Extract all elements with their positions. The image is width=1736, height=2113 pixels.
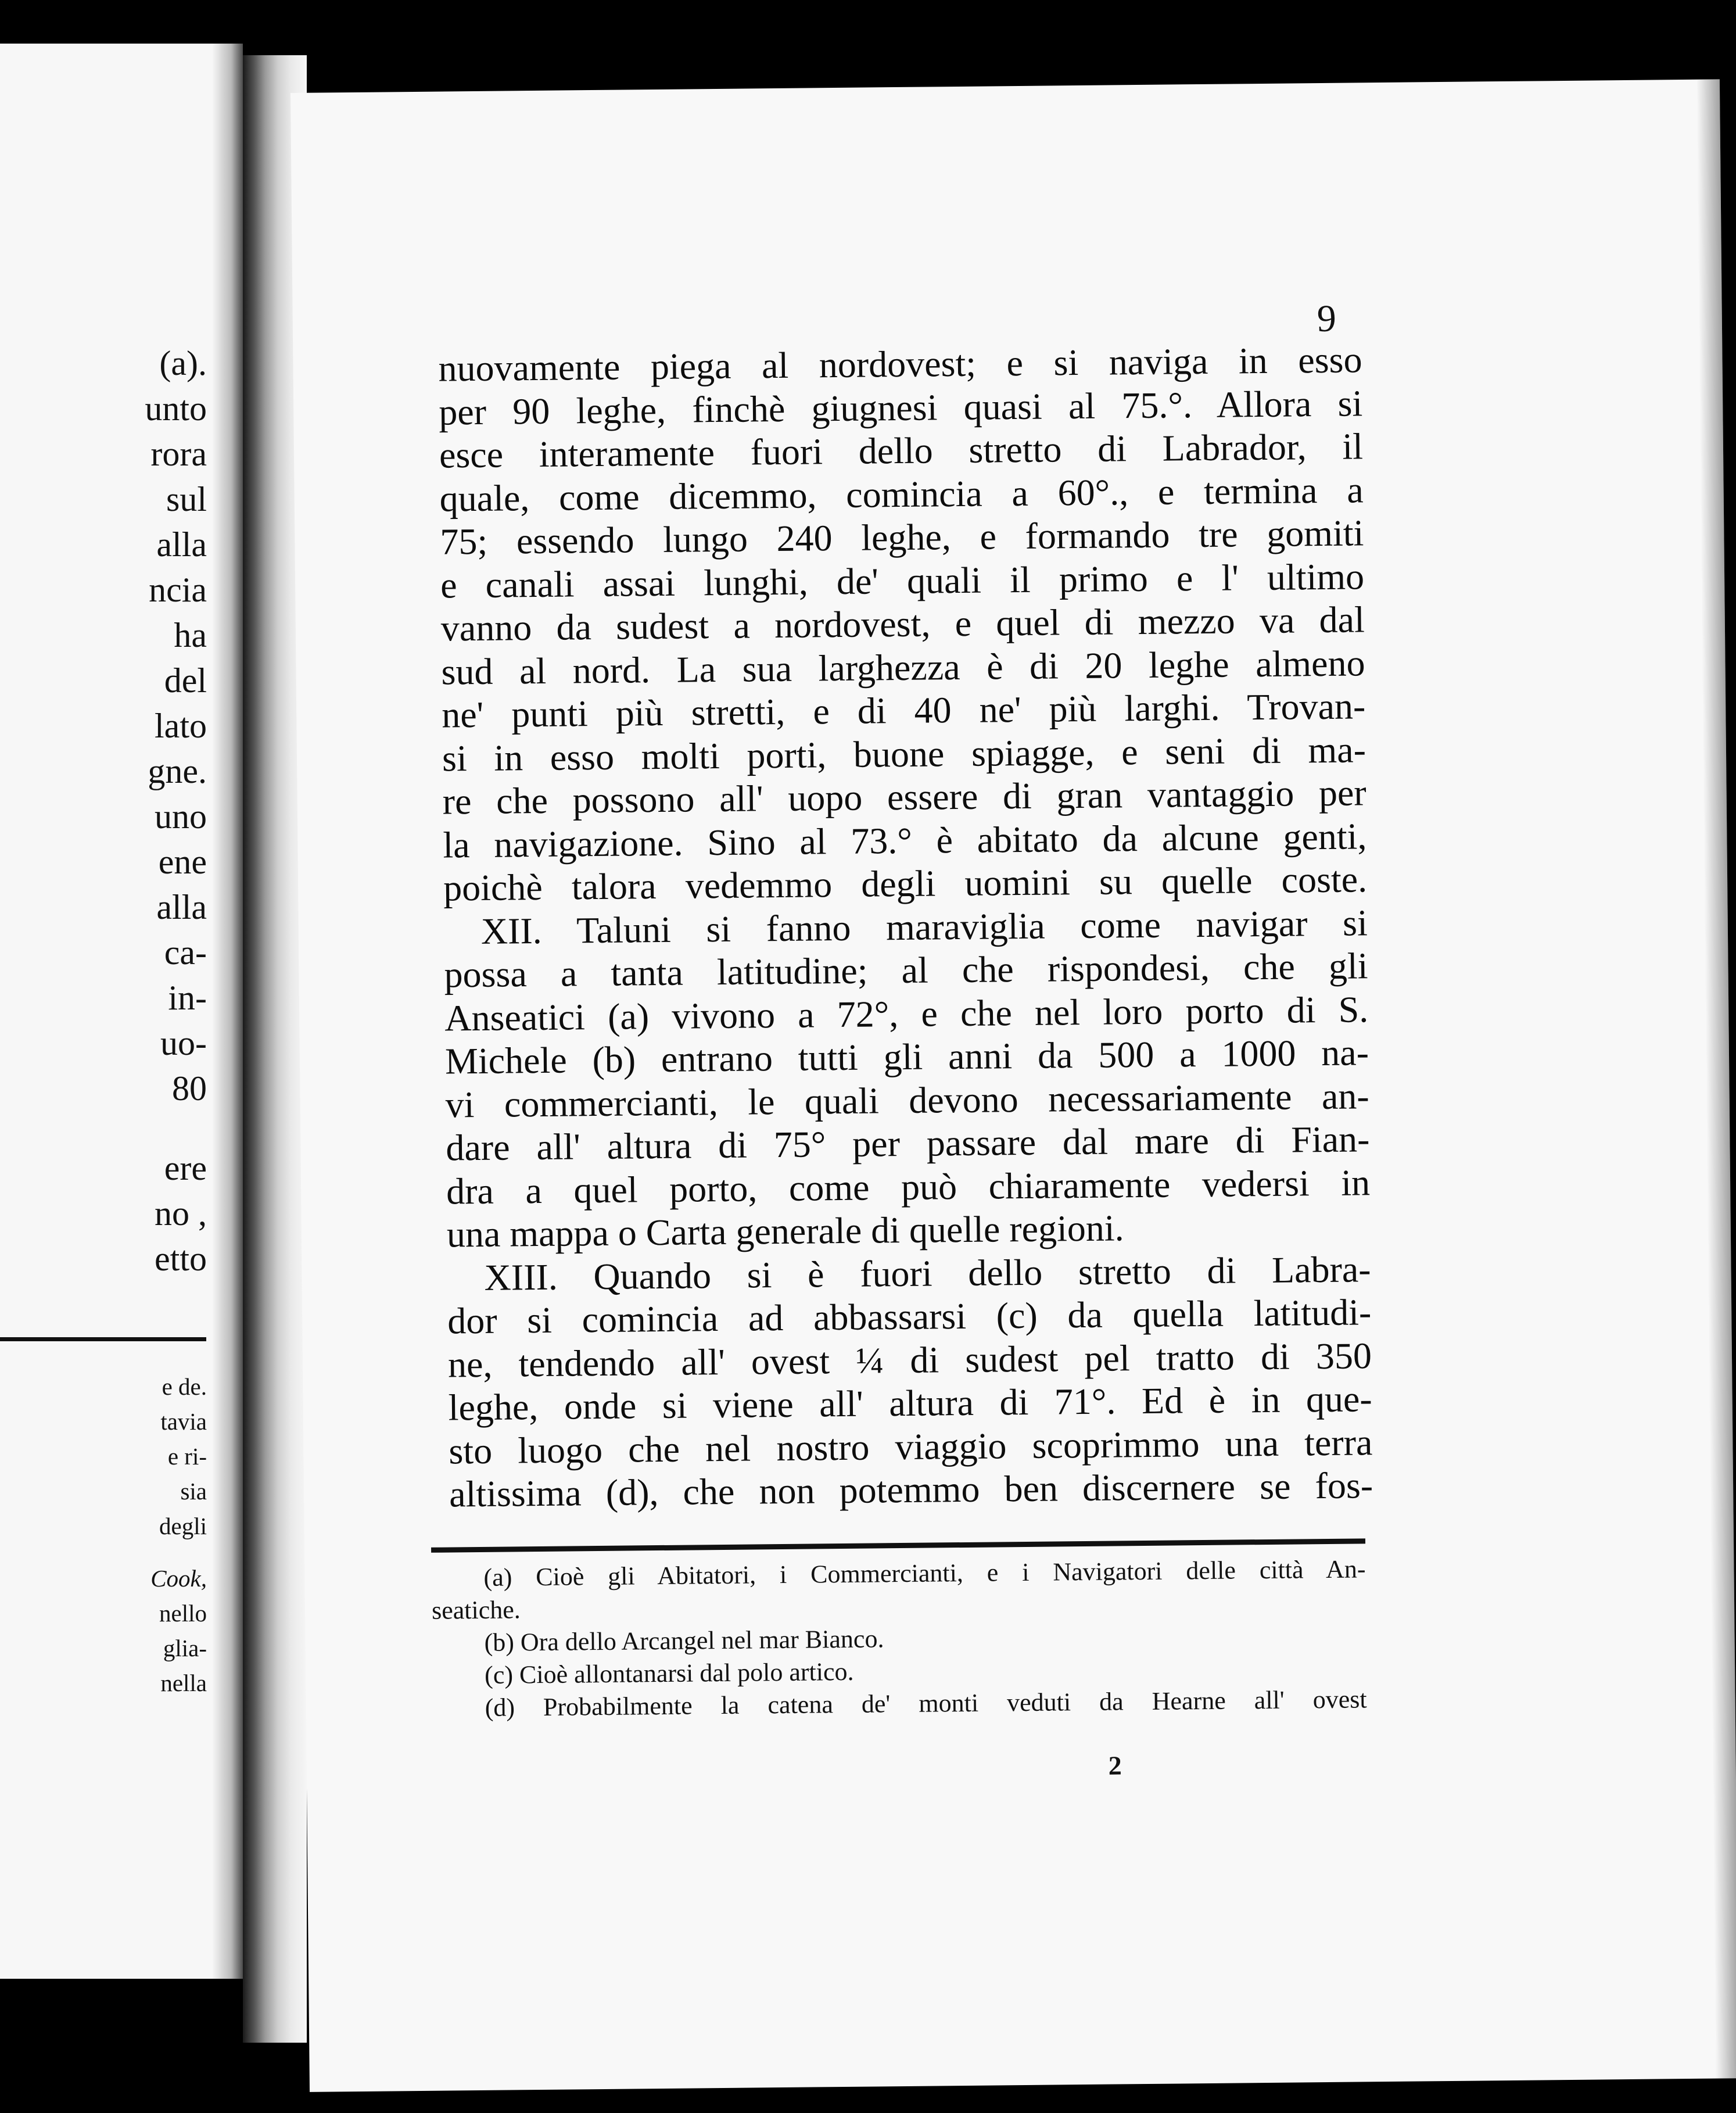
left-page-gutter-shadow — [212, 44, 243, 1979]
text-line: e canali assai lunghi, de' quali il primo e l' ultimo — [440, 555, 1365, 606]
left-footnote-fragment: degli — [159, 1513, 207, 1539]
text-line: vi commercianti, le quali devono necessariamente an- — [445, 1075, 1369, 1126]
text-line: dor si comincia ad abbassarsi (c) da quella latitudi- — [447, 1291, 1372, 1342]
left-text-fragment: sul — [166, 480, 207, 518]
text-line: leghe, onde si viene all' altura di 71°. Ed è in que- — [448, 1378, 1372, 1428]
footnote-a-continued: seatiche. — [431, 1595, 521, 1625]
left-footnote-fragment: Cook, — [150, 1565, 207, 1592]
left-footnote-fragment: glia- — [163, 1635, 207, 1661]
signature-mark: 2 — [1108, 1750, 1122, 1781]
text-line: sud al nord. La sua larghezza è di 20 leghe almeno — [441, 642, 1365, 693]
left-text-fragment: uno — [155, 797, 207, 836]
footnote-b: (b) Ora dello Arcangel nel mar Bianco. — [484, 1624, 884, 1657]
left-text-fragment: uo- — [160, 1024, 207, 1062]
left-text-fragment: ere — [164, 1149, 207, 1187]
left-text-fragment: unto — [145, 389, 207, 428]
text-line: possa a tanta latitudine; al che rispondesi, che gli — [444, 945, 1368, 995]
left-facing-page — [0, 44, 243, 1979]
text-line: poichè talora vedemmo degli uomini su quelle coste. — [443, 858, 1368, 909]
text-line: si in esso molti porti, buone spiagge, e seni di ma- — [442, 728, 1366, 779]
left-text-fragment: in- — [168, 979, 207, 1017]
text-line: dare all' altura di 75° per passare dal mare di Fian- — [446, 1118, 1370, 1169]
left-text-fragment: 80 — [172, 1069, 207, 1108]
left-text-fragment: alla — [156, 525, 207, 564]
left-footnote-fragment: e de. — [162, 1373, 207, 1400]
body-text — [438, 338, 1373, 1516]
text-line: altissima (d), che non potemmo ben discernere se fos- — [449, 1464, 1373, 1515]
left-footnote-fragment: nello — [159, 1600, 207, 1627]
page-edge-shadow — [1696, 79, 1736, 2078]
text-line: una mappa o Carta generale di quelle regioni. — [446, 1207, 1124, 1255]
left-footnote-fragment: sia — [180, 1478, 207, 1505]
footnote-a: (a) Cioè gli Abitatori, i Commercianti, e i Navigatori delle città An- — [483, 1555, 1366, 1592]
text-line: esce interamente fuori dello stretto di Labrador, il — [439, 425, 1364, 476]
left-text-fragment: del — [164, 661, 207, 700]
left-text-fragment: alla — [156, 888, 207, 926]
left-text-fragment: (a). — [159, 344, 207, 382]
text-line: la navigazione. Sino al 73.° è abitato da alcune genti, — [443, 815, 1367, 866]
left-text-fragment: gne. — [148, 752, 207, 790]
left-footnote-rule — [0, 1337, 206, 1341]
text-line: 75; essendo lungo 240 leghe, e formando tre gomiti — [440, 512, 1364, 563]
text-line: Michele (b) entrano tutti gli anni da 500 a 1000 na- — [444, 1032, 1369, 1082]
text-line: re che possono all' uopo essere di gran vantaggio per — [442, 772, 1366, 822]
text-line: dra a quel porto, come può chiaramente vedersi in — [446, 1161, 1371, 1212]
text-line: vanno da sudest a nordovest, e quel di mezzo va dal — [440, 599, 1365, 649]
left-footnote-fragment: nella — [160, 1670, 207, 1696]
left-text-fragment: ncia — [149, 571, 207, 609]
right-page — [290, 79, 1736, 2091]
left-text-fragment: rora — [150, 435, 207, 473]
text-line: ne' punti più stretti, e di 40 ne' più larghi. Trovan- — [441, 685, 1366, 736]
text-line: ne, tendendo all' ovest ¼ di sudest pel tratto di 350 — [447, 1334, 1372, 1385]
text-line: nuovamente piega al nordovest; e si naviga in esso — [438, 339, 1362, 389]
left-text-fragment: no , — [155, 1194, 207, 1233]
left-text-fragment: lato — [155, 707, 207, 745]
text-line: per 90 leghe, finchè giugnesi quasi al 75.°. Allora si — [438, 382, 1363, 433]
left-text-fragment: ene — [158, 843, 207, 881]
left-text-fragment: ca- — [164, 933, 207, 972]
footnote-c: (c) Cioè allontanarsi dal polo artico. — [484, 1657, 854, 1689]
section-start-line: XIII. Quando si è fuori dello stretto di Labra- — [484, 1248, 1371, 1298]
text-line: sto luogo che nel nostro viaggio scoprimmo una terra — [449, 1421, 1373, 1471]
left-text-fragment: etto — [155, 1240, 207, 1278]
left-footnote-fragment: e ri- — [167, 1443, 207, 1470]
footnote-d: (d) Probabilmente la catena de' monti veduti da Hearne all' ovest — [485, 1685, 1367, 1722]
text-line: quale, come dicemmo, comincia a 60°., e termina a — [439, 468, 1364, 520]
section-start-line: XII. Taluni si fanno maraviglia come navigar si — [480, 901, 1368, 952]
text-line: Anseatici (a) vivono a 72°, e che nel loro porto di S. — [444, 988, 1369, 1039]
left-text-fragment: ha — [174, 616, 207, 654]
left-footnote-fragment: tavia — [160, 1408, 207, 1435]
footnotes — [431, 1553, 1367, 1724]
page-number: 9 — [1317, 297, 1337, 341]
footnote-rule — [431, 1538, 1365, 1552]
